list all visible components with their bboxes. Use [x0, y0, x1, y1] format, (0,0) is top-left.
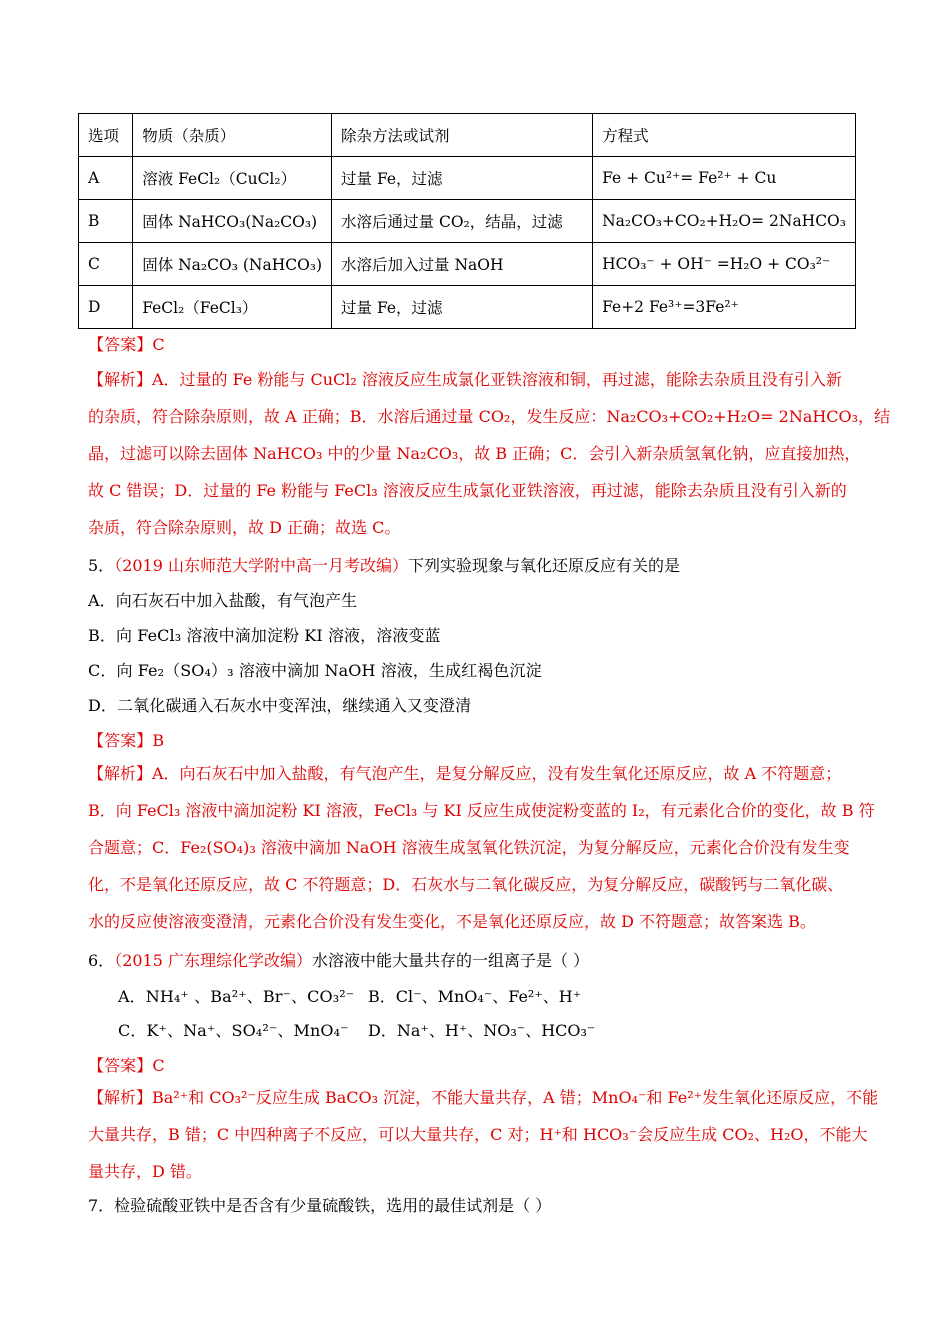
table-cell: 溶液 FeCl₂（CuCl₂） [133, 157, 332, 200]
q5-answer: 【答案】B [88, 731, 165, 750]
question-6-stem [88, 948, 589, 971]
question-text: 水溶液中能大量共存的一组离子是（ ） [312, 951, 590, 970]
table-cell: 固体 NaHCO₃(Na₂CO₃) [133, 200, 332, 243]
question-text: 下列实验现象与氧化还原反应有关的是 [408, 556, 681, 575]
table-row [79, 286, 856, 329]
table-header-cell: 除杂方法或试剂 [332, 114, 593, 157]
analysis-line: 化，不是氧化还原反应，故 C 不符题意；D．石灰水与二氧化碳反应，为复分解反应，碳酸钙与二氧化碳、 [88, 875, 844, 894]
option-a: A．向石灰石中加入盐酸，有气泡产生 [88, 591, 358, 610]
analysis-line: B．向 FeCl₃ 溶液中滴加淀粉 KI 溶液，FeCl₃ 与 KI 反应生成使淀粉变蓝的 I₂，有元素化合价的变化，故 B 符 [88, 801, 875, 820]
q6-answer: 【答案】C [88, 1056, 165, 1075]
table-cell: C [79, 243, 133, 286]
question-number: 5． [88, 556, 115, 575]
question-7-stem: 7．检验硫酸亚铁中是否含有少量硫酸铁，选用的最佳试剂是（ ） [88, 1196, 552, 1215]
table-cell: Fe + Cu²⁺= Fe²⁺ + Cu [593, 157, 856, 200]
option-c: C．向 Fe₂（SO₄）₃ 溶液中滴加 NaOH 溶液，生成红褐色沉淀 [88, 661, 542, 680]
analysis-line: 合题意；C．Fe₂(SO₄)₃ 溶液中滴加 NaOH 溶液生成氢氧化铁沉淀，为复分解反应，元素化合价没有发生变 [88, 838, 850, 857]
table-cell: 过量 Fe，过滤 [332, 286, 593, 329]
table-cell: HCO₃⁻ + OH⁻ =H₂O + CO₃²⁻ [593, 243, 856, 286]
q4-analysis [88, 361, 891, 546]
q4-answer: 【答案】C [88, 335, 165, 354]
table-cell: A [79, 157, 133, 200]
table-cell: Fe+2 Fe³⁺=3Fe²⁺ [593, 286, 856, 329]
table-row [79, 157, 856, 200]
analysis-line: 晶，过滤可以除去固体 NaHCO₃ 中的少量 Na₂CO₃，故 B 正确；C．会引入新杂质氢氧化钠，应直接加热， [88, 444, 861, 463]
table-cell: Na₂CO₃+CO₂+H₂O= 2NaHCO₃ [593, 200, 856, 243]
analysis-line: 大量共存，B 错；C 中四种离子不反应，可以大量共存，C 对；H⁺和 HCO₃⁻会反应生成 CO₂、H₂O，不能大 [88, 1125, 868, 1144]
table-cell: D [79, 286, 133, 329]
table-row [79, 200, 856, 243]
q6-analysis [88, 1079, 879, 1190]
option-a: A．NH₄⁺ 、Ba²⁺、Br⁻、CO₃²⁻ [118, 987, 355, 1006]
table-cell: 水溶后加入过量 NaOH [332, 243, 593, 286]
question-5-stem [88, 553, 680, 576]
table-cell: 过量 Fe，过滤 [332, 157, 593, 200]
analysis-line: 【解析】A．过量的 Fe 粉能与 CuCl₂ 溶液反应生成氯化亚铁溶液和铜，再过滤，能除去杂质且没有引入新 [88, 370, 842, 389]
analysis-line: 【解析】Ba²⁺和 CO₃²⁻反应生成 BaCO₃ 沉淀，不能大量共存，A 错；MnO₄⁻和 Fe²⁺发生氧化还原反应，不能 [88, 1088, 879, 1107]
table-header-cell: 物质（杂质） [133, 114, 332, 157]
analysis-line: 【解析】A．向石灰石中加入盐酸，有气泡产生，是复分解反应，没有发生氧化还原反应，故 A 不符题意； [88, 764, 842, 783]
table-header-row [79, 114, 856, 157]
table-cell: B [79, 200, 133, 243]
question-number: 6． [88, 951, 115, 970]
option-d: D．二氧化碳通入石灰水中变浑浊，继续通入又变澄清 [88, 696, 472, 715]
table-header-cell: 方程式 [593, 114, 856, 157]
analysis-line: 故 C 错误；D．过量的 Fe 粉能与 FeCl₃ 溶液反应生成氯化亚铁溶液，再过滤，能除去杂质且没有引入新的 [88, 481, 847, 500]
analysis-line: 水的反应使溶液变澄清，元素化合价没有发生变化，不是氧化还原反应，故 D 不符题意；故答案选 B。 [88, 912, 816, 931]
impurity-removal-table [78, 113, 856, 329]
option-b: B．向 FeCl₃ 溶液中滴加淀粉 KI 溶液，溶液变蓝 [88, 626, 441, 645]
q5-analysis [88, 755, 875, 940]
analysis-line: 量共存，D 错。 [88, 1162, 202, 1181]
table-cell: 水溶后通过量 CO₂，结晶，过滤 [332, 200, 593, 243]
table-cell: FeCl₂（FeCl₃） [133, 286, 332, 329]
table-cell: 固体 Na₂CO₃ (NaHCO₃) [133, 243, 332, 286]
table-header-cell: 选项 [79, 114, 133, 157]
option-d: D．Na⁺、H⁺、NO₃⁻、HCO₃⁻ [368, 1021, 596, 1040]
option-b: B．Cl⁻、MnO₄⁻、Fe²⁺、H⁺ [368, 987, 582, 1006]
analysis-line: 的杂质，符合除杂原则，故 A 正确；B．水溶后通过量 CO₂，发生反应：Na₂CO₃+CO₂+H₂O= 2NaHCO₃，结 [88, 407, 891, 426]
question-source: （2019 山东师范大学附中高一月考改编） [114, 556, 408, 575]
question-source: （2015 广东理综化学改编） [114, 951, 312, 970]
analysis-line: 杂质，符合除杂原则，故 D 正确；故选 C。 [88, 518, 401, 537]
option-c: C．K⁺、Na⁺、SO₄²⁻、MnO₄⁻ [118, 1021, 349, 1040]
table-row [79, 243, 856, 286]
